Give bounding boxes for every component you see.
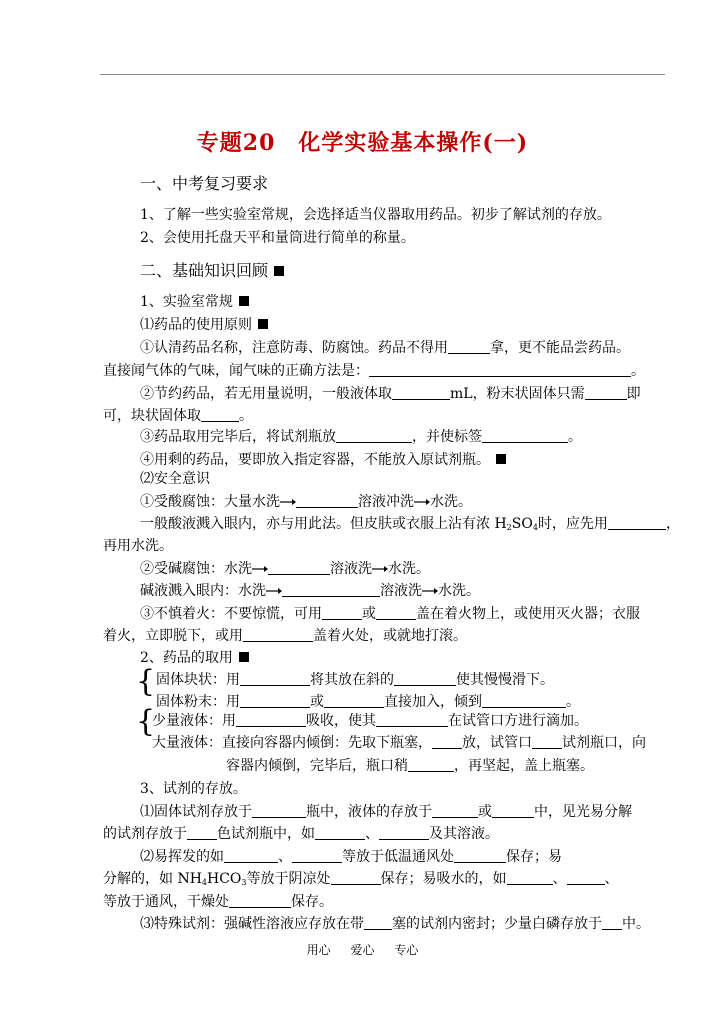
footer-text: 爱心 bbox=[350, 943, 375, 957]
brace-icon: { bbox=[136, 704, 156, 739]
blank bbox=[392, 385, 450, 400]
text-line: 直接闻气体的气味，闻气味的正确方法是： 。 bbox=[103, 363, 645, 379]
requirement-2: 2、会使用托盘天平和量筒进行简单的称量。 bbox=[140, 230, 415, 246]
blank bbox=[322, 605, 362, 620]
text-line: 少量液体：用 吸收，使其 在试管口方进行滴加。 bbox=[152, 713, 588, 729]
blank bbox=[482, 428, 568, 443]
section-heading-1: 一、中考复习要求 bbox=[140, 174, 269, 193]
blank bbox=[454, 848, 506, 863]
blank bbox=[268, 560, 330, 575]
square-bullet-icon bbox=[239, 652, 249, 662]
text-line: 容器内倾倒，完毕后，瓶口稍 ，再坚起，盖上瓶塞。 bbox=[226, 758, 594, 774]
arrow-right-icon bbox=[372, 565, 388, 573]
blank bbox=[602, 915, 622, 930]
lab-rules-heading: 1、实验室常规 bbox=[140, 293, 249, 311]
blank bbox=[376, 605, 416, 620]
header-rule bbox=[100, 74, 665, 75]
requirement-1: 1、了解一些实验室常规，会选择适当仪器取用药品。初步了解试剂的存放。 bbox=[140, 207, 611, 223]
text-line: ⑵易挥发的如 、 等放于低温通风处 保存；易 bbox=[140, 849, 562, 865]
text-line: ①受酸腐蚀：大量水洗 溶液冲洗 水洗。 bbox=[140, 494, 472, 510]
blank bbox=[243, 627, 313, 642]
blank bbox=[201, 407, 239, 422]
blank bbox=[432, 803, 478, 818]
square-bullet-icon bbox=[496, 454, 506, 464]
text-line: 的试剂存放于 色试剂瓶中，如 、 及其溶液。 bbox=[103, 826, 499, 842]
section-heading-2: 二、基础知识回顾 bbox=[140, 262, 284, 280]
blank bbox=[532, 734, 562, 749]
text-line: 等放于通风，干燥处 保存。 bbox=[103, 894, 333, 910]
arrow-right-icon bbox=[266, 587, 282, 595]
text-line: 再用水洗。 bbox=[103, 538, 173, 554]
arrow-right-icon bbox=[280, 498, 296, 506]
blank bbox=[252, 803, 306, 818]
square-bullet-icon bbox=[258, 319, 268, 329]
blank bbox=[236, 712, 306, 727]
safety-heading: ⑵安全意识 bbox=[140, 471, 210, 487]
brace-icon: { bbox=[136, 664, 156, 699]
blank bbox=[240, 693, 310, 708]
blank bbox=[394, 671, 456, 686]
blank bbox=[292, 848, 342, 863]
blank bbox=[324, 693, 384, 708]
blank bbox=[187, 825, 217, 840]
blank bbox=[567, 870, 605, 885]
text-line: 固体块状：用 将其放在斜的 使其慢慢滑下。 bbox=[156, 672, 554, 688]
blank bbox=[432, 734, 462, 749]
text-line: 可，块状固体取 。 bbox=[103, 408, 253, 424]
blank bbox=[492, 803, 534, 818]
text-line: 分解的，如 $NH_4HCO_3$等放于阴凉处 保存；易吸水的，如 、 、 bbox=[103, 871, 619, 887]
footer-text: 专心 bbox=[394, 943, 419, 957]
blank bbox=[224, 848, 278, 863]
blank bbox=[482, 693, 566, 708]
blank bbox=[229, 893, 291, 908]
blank bbox=[282, 582, 380, 597]
blank bbox=[315, 825, 365, 840]
arrow-right-icon bbox=[414, 498, 430, 506]
blank bbox=[585, 385, 627, 400]
text-line: ④用剩的药品，要即放入指定容器，不能放入原试剂瓶。 bbox=[140, 451, 506, 469]
blank bbox=[379, 825, 429, 840]
text-line: 大量液体：直接向容器内倾倒：先取下瓶塞， 放，试管口 试剂瓶口，向 bbox=[152, 735, 646, 751]
text-line: ⑶特殊试剂：强碱性溶液应存放在带 塞的试剂内密封；少量白磷存放于 中。 bbox=[140, 916, 650, 932]
text-line: ①认清药品名称，注意防毒、防腐蚀。药品不得用 拿，更不能品尝药品。 bbox=[140, 340, 630, 356]
blank bbox=[608, 515, 666, 530]
blank bbox=[369, 362, 631, 377]
text-line: 一般酸液溅入眼内，亦与用此法。但皮肤或衣服上沾有浓 $H_2SO_4$时，应先用 ， bbox=[140, 516, 680, 532]
blank bbox=[240, 671, 310, 686]
footer-text: 用心 bbox=[306, 943, 331, 957]
usage-principle-heading: ⑴药品的使用原则 bbox=[140, 316, 268, 334]
square-bullet-icon bbox=[239, 296, 249, 306]
blank bbox=[376, 712, 448, 727]
blank bbox=[296, 493, 358, 508]
text-line: ②受碱腐蚀：水洗 溶液洗 水洗。 bbox=[140, 561, 430, 577]
page-title: 专题20 化学实验基本操作(一) bbox=[196, 130, 529, 156]
storage-heading: 3、试剂的存放。 bbox=[140, 781, 247, 797]
text-line: ③药品取用完毕后，将试剂瓶放 ，并使标签 。 bbox=[140, 429, 582, 445]
text-line: ⑴固体试剂存放于 瓶中，液体的存放于 或 中，见光易分解 bbox=[140, 804, 632, 820]
text-line: 着火，立即脱下，或用 盖着火处，或就地打滚。 bbox=[103, 628, 467, 644]
arrow-right-icon bbox=[422, 587, 438, 595]
blank bbox=[408, 757, 454, 772]
taking-heading: 2、药品的取用 bbox=[140, 649, 249, 667]
arrow-right-icon bbox=[252, 565, 268, 573]
blank bbox=[364, 915, 392, 930]
blank bbox=[336, 428, 412, 443]
page-footer bbox=[0, 941, 725, 958]
square-bullet-icon bbox=[274, 266, 284, 276]
blank bbox=[331, 870, 381, 885]
text-line: ③不慎着火：不要惊慌，可用 或 盖在着火物上，或使用灭火器；衣服 bbox=[140, 606, 640, 622]
text-line: 碱液溅入眼内：水洗 溶液洗 水洗。 bbox=[140, 583, 480, 599]
blank bbox=[448, 339, 490, 354]
text-line: 固体粉末：用 或 直接加入，倾到 。 bbox=[156, 694, 580, 710]
blank bbox=[507, 870, 553, 885]
text-line: ②节约药品，若无用量说明，一般液体取 mL，粉末状固体只需 即 bbox=[140, 386, 641, 402]
